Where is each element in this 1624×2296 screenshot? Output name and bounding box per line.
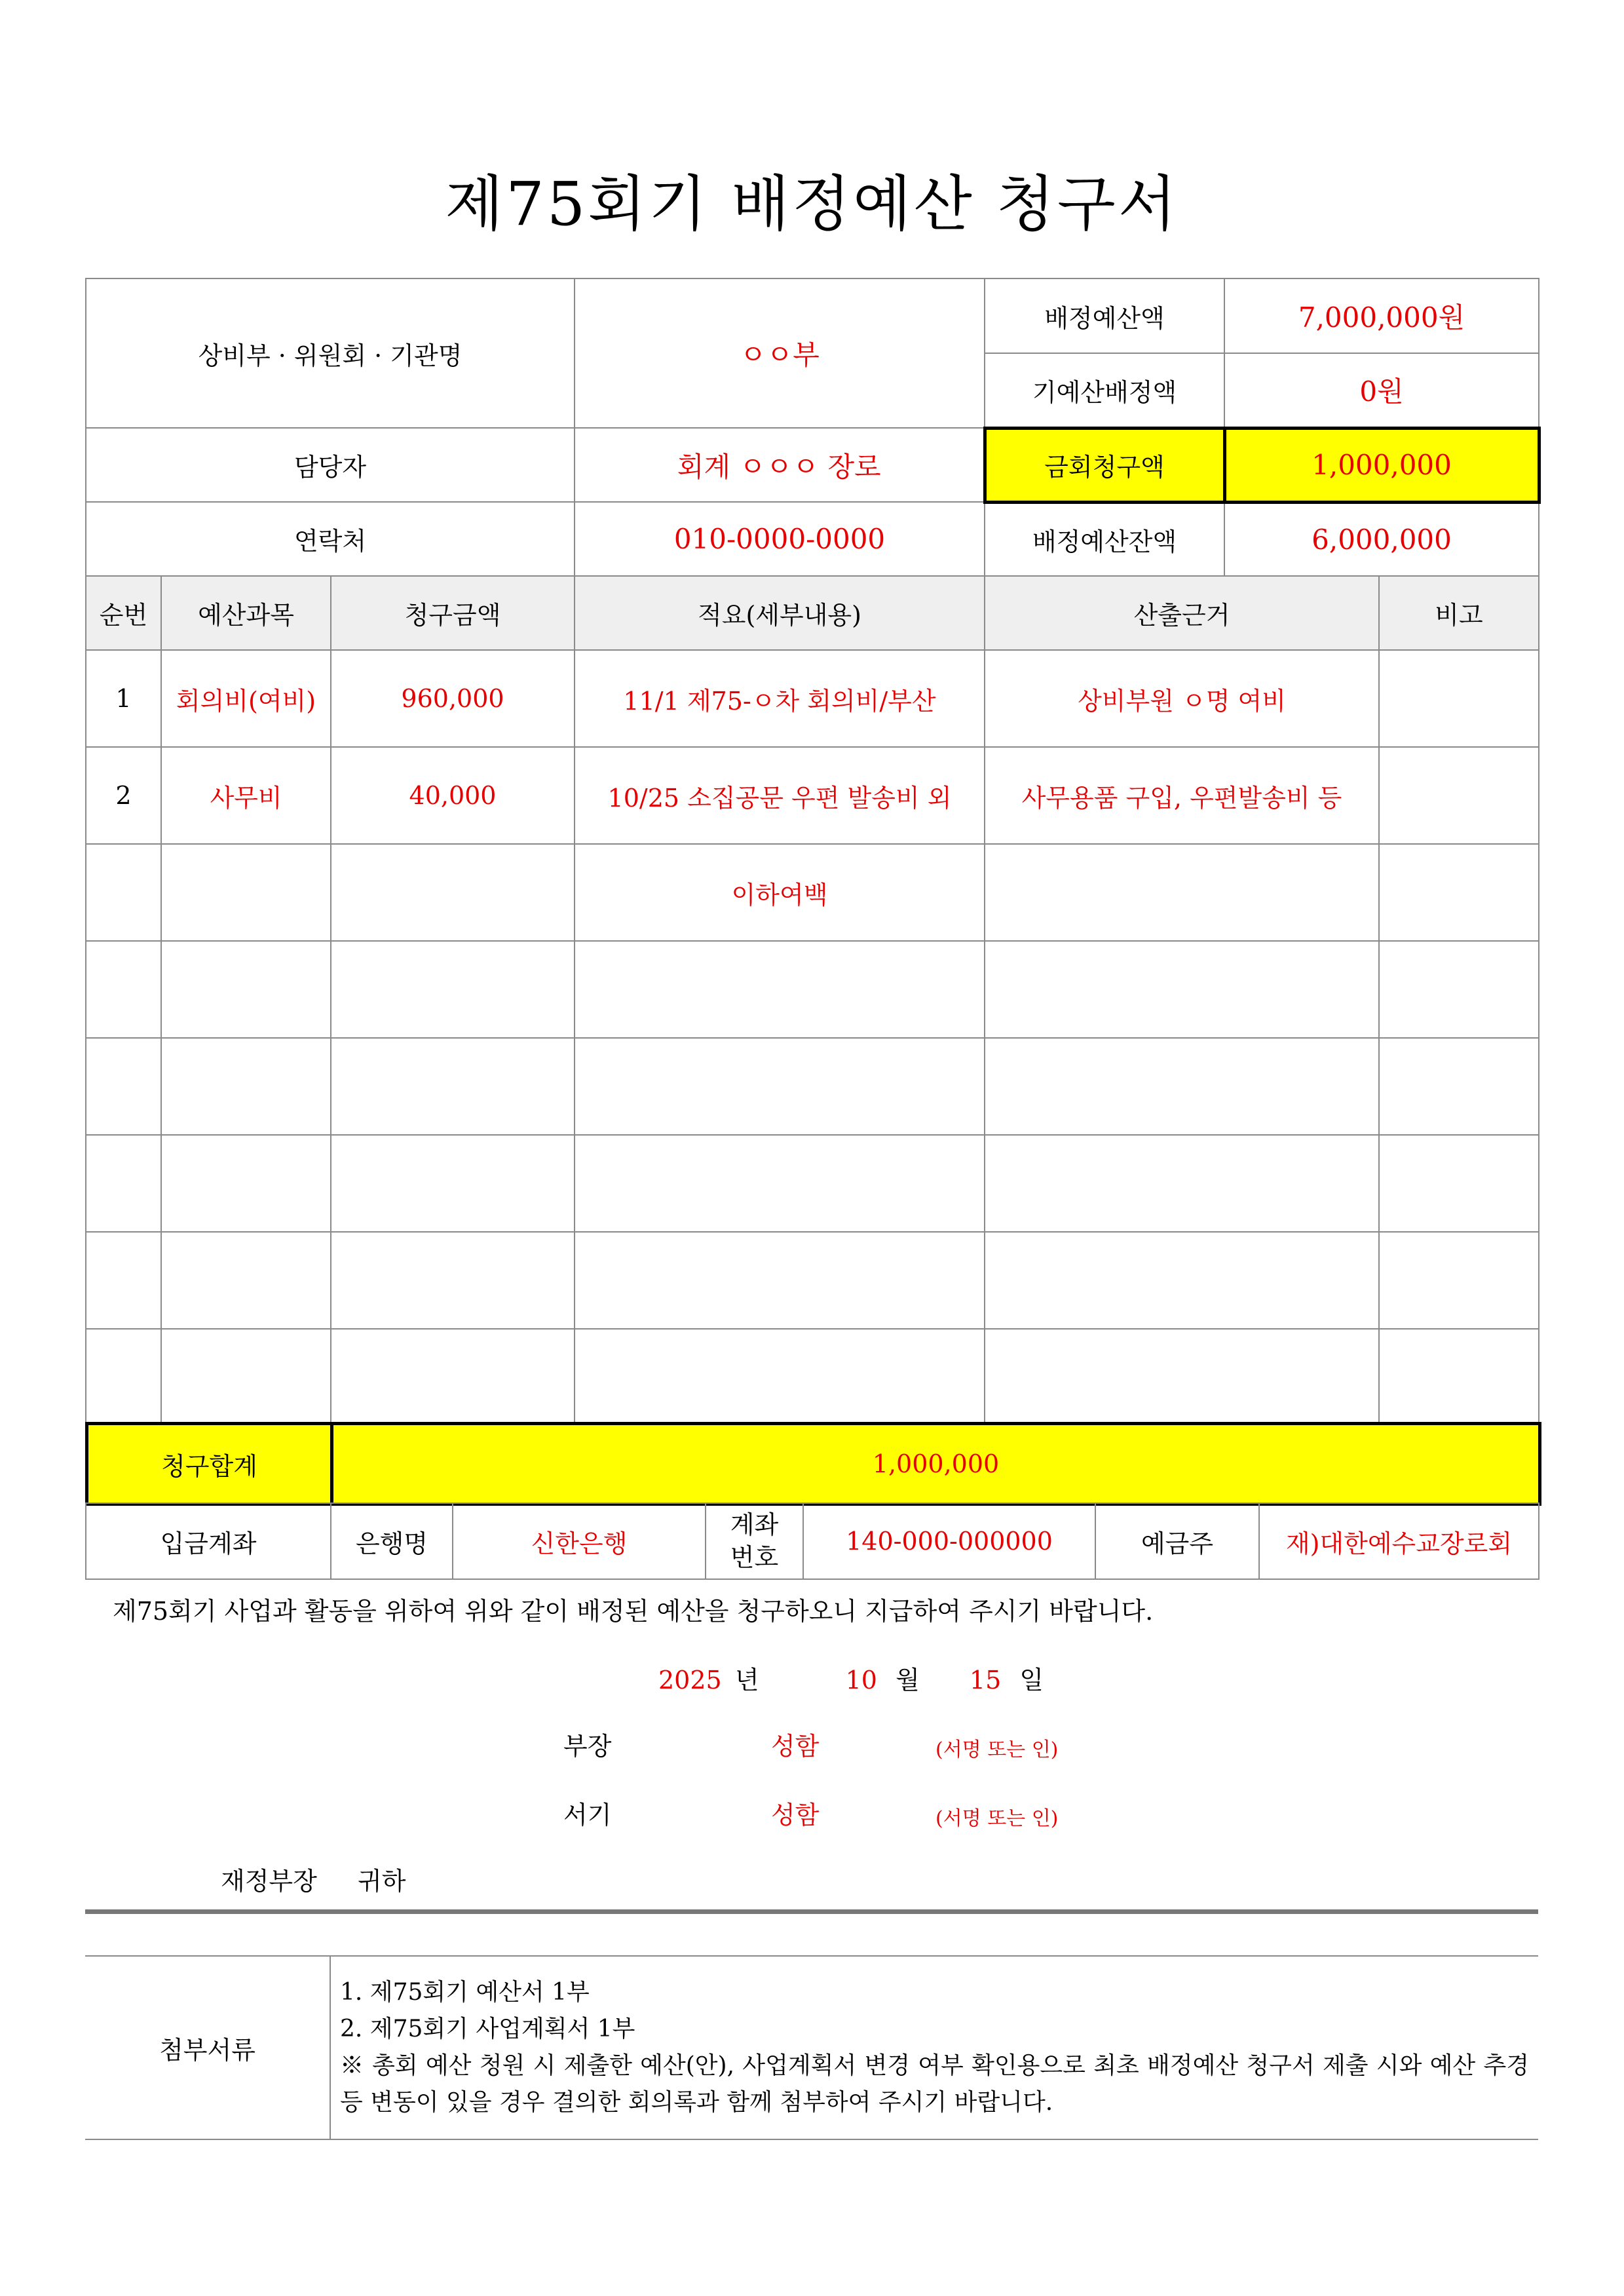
row-subject xyxy=(161,844,331,941)
budget-value: 7,000,000원 xyxy=(1224,278,1539,353)
row-subject: 사무비 xyxy=(161,747,331,844)
bank-name-label: 은행명 xyxy=(331,1503,453,1579)
row-note xyxy=(1379,1038,1539,1135)
date-year: 2025 xyxy=(658,1666,722,1694)
row-detail xyxy=(575,1232,985,1329)
row-basis xyxy=(985,1135,1379,1232)
table-row xyxy=(86,844,1539,941)
date-month-unit: 월 xyxy=(896,1666,920,1694)
row-amount: 40,000 xyxy=(331,747,575,844)
row-detail: 10/25 소집공문 우편 발송비 외 xyxy=(575,747,985,844)
table-row xyxy=(86,1038,1539,1135)
row-amount xyxy=(331,1329,575,1426)
row-no xyxy=(86,1135,161,1232)
date-line xyxy=(658,1660,1044,1696)
col-header-detail: 적요(세부내용) xyxy=(575,576,985,650)
attachment-note: ※ 총회 예산 청원 시 제출한 예산(안), 사업계획서 변경 여부 확인용으로 최초 배정예산 청구서 제출 시와 예산 추경 등 변동이 있을 경우 결의한 회의록과 함께 첨부하여 주시기 바랍니다. xyxy=(340,2052,1529,2116)
row-note xyxy=(1379,1135,1539,1232)
row-detail xyxy=(575,1135,985,1232)
request-statement: 제75회기 사업과 활동을 위하여 위와 같이 배정된 예산을 청구하오니 지급하여 주시기 바랍니다. xyxy=(113,1597,1154,1626)
signature-role-secretary: 서기 xyxy=(563,1801,612,1829)
table-row xyxy=(86,650,1539,747)
table-row xyxy=(86,1329,1539,1426)
row-amount xyxy=(331,1232,575,1329)
attachment-item: 1. 제75회기 예산서 1부 xyxy=(340,1979,590,2006)
dept-label: 상비부 · 위원회 · 기관명 xyxy=(86,278,575,428)
table-row xyxy=(86,941,1539,1038)
recipient-title: 재정부장 xyxy=(221,1867,317,1896)
attachments-label: 첨부서류 xyxy=(85,1956,330,2139)
total-label: 청구합계 xyxy=(87,1424,332,1504)
row-note xyxy=(1379,747,1539,844)
signature-hint-secretary: (서명 또는 인) xyxy=(935,1807,1059,1830)
row-no: 2 xyxy=(86,747,161,844)
total-value: 1,000,000 xyxy=(332,1424,1540,1504)
col-header-note: 비고 xyxy=(1379,576,1539,650)
total-table xyxy=(85,1422,1541,1506)
row-detail: 11/1 제75-ㅇ차 회의비/부산 xyxy=(575,650,985,747)
table-row xyxy=(86,1232,1539,1329)
row-amount xyxy=(331,1038,575,1135)
col-header-subject: 예산과목 xyxy=(161,576,331,650)
recipient-honorific: 귀하 xyxy=(358,1867,406,1896)
prior-label: 기예산배정액 xyxy=(985,353,1224,428)
row-amount xyxy=(331,941,575,1038)
row-detail xyxy=(575,941,985,1038)
holder-label: 예금주 xyxy=(1095,1503,1259,1579)
account-holder: 재)대한예수교장로회 xyxy=(1259,1503,1539,1579)
row-amount xyxy=(331,844,575,941)
date-day: 15 xyxy=(969,1666,1002,1694)
signature-name-head: 성함 xyxy=(771,1732,820,1761)
account-number: 140-000-000000 xyxy=(803,1503,1095,1579)
bank-account-table xyxy=(85,1502,1539,1580)
attachments-table xyxy=(85,1955,1538,2140)
row-no xyxy=(86,941,161,1038)
manager-value: 회계 ㅇㅇㅇ 장로 xyxy=(575,428,985,502)
account-label-line-2: 번호 xyxy=(730,1543,779,1572)
balance-label: 배정예산잔액 xyxy=(985,502,1224,576)
bank-label: 입금계좌 xyxy=(86,1503,331,1579)
row-basis xyxy=(985,1038,1379,1135)
table-row xyxy=(86,747,1539,844)
signature-role-head: 부장 xyxy=(563,1732,612,1761)
row-no xyxy=(86,1038,161,1135)
row-no xyxy=(86,1232,161,1329)
date-year-unit: 년 xyxy=(734,1666,759,1694)
row-basis xyxy=(985,1232,1379,1329)
date-month: 10 xyxy=(845,1666,877,1694)
row-note xyxy=(1379,1329,1539,1426)
row-amount: 960,000 xyxy=(331,650,575,747)
dept-value: ㅇㅇ부 xyxy=(575,278,985,428)
row-basis: 사무용품 구입, 우편발송비 등 xyxy=(985,747,1379,844)
account-number-label xyxy=(706,1503,803,1579)
row-subject xyxy=(161,1135,331,1232)
row-note xyxy=(1379,1232,1539,1329)
account-label-line-1: 계좌 xyxy=(730,1510,779,1539)
row-basis xyxy=(985,941,1379,1038)
signature-hint-head: (서명 또는 인) xyxy=(935,1738,1059,1761)
date-day-unit: 일 xyxy=(1019,1666,1044,1694)
attachment-item: 2. 제75회기 사업계획서 1부 xyxy=(340,2016,635,2042)
contact-label: 연락처 xyxy=(86,502,575,576)
row-detail: 이하여백 xyxy=(575,844,985,941)
row-subject xyxy=(161,1329,331,1426)
page-title: 제75회기 배정예산 청구서 xyxy=(445,169,1179,239)
row-subject xyxy=(161,1038,331,1135)
request-label: 금회청구액 xyxy=(985,428,1224,502)
row-no xyxy=(86,844,161,941)
contact-value: 010-0000-0000 xyxy=(575,502,985,576)
bank-name: 신한은행 xyxy=(453,1503,706,1579)
row-basis xyxy=(985,1329,1379,1426)
col-header-amount: 청구금액 xyxy=(331,576,575,650)
row-subject: 회의비(여비) xyxy=(161,650,331,747)
signature-name-secretary: 성함 xyxy=(771,1801,820,1829)
row-note xyxy=(1379,941,1539,1038)
budget-label: 배정예산액 xyxy=(985,278,1224,353)
row-subject xyxy=(161,1232,331,1329)
manager-label: 담당자 xyxy=(86,428,575,502)
attachments-list xyxy=(330,1956,1538,2139)
row-note xyxy=(1379,844,1539,941)
request-value: 1,000,000 xyxy=(1224,428,1539,502)
col-header-no: 순번 xyxy=(86,576,161,650)
row-basis: 상비부원 ㅇ명 여비 xyxy=(985,650,1379,747)
row-no xyxy=(86,1329,161,1426)
prior-value: 0원 xyxy=(1224,353,1539,428)
row-detail xyxy=(575,1038,985,1135)
row-amount xyxy=(331,1135,575,1232)
row-note xyxy=(1379,650,1539,747)
balance-value: 6,000,000 xyxy=(1224,502,1539,576)
row-basis xyxy=(985,844,1379,941)
row-subject xyxy=(161,941,331,1038)
section-divider xyxy=(85,1909,1538,1914)
table-row xyxy=(86,1135,1539,1232)
budget-request-table xyxy=(85,278,1541,1426)
row-detail xyxy=(575,1329,985,1426)
row-no: 1 xyxy=(86,650,161,747)
col-header-basis: 산출근거 xyxy=(985,576,1379,650)
